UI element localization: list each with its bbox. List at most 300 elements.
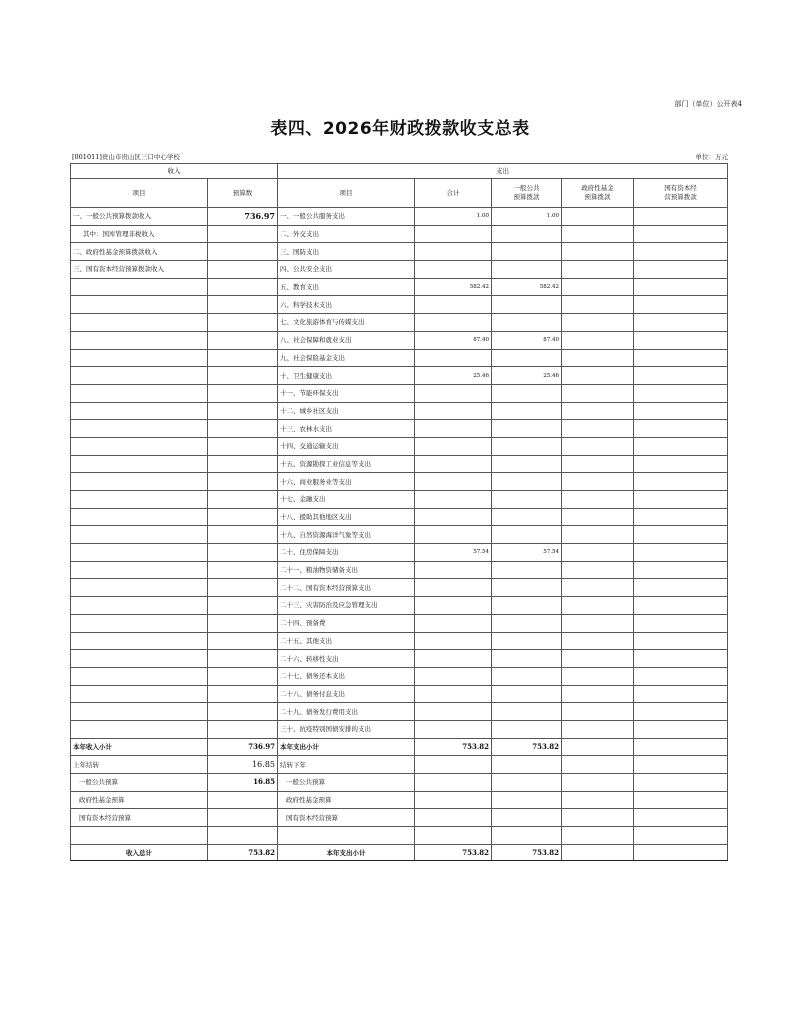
table-row	[71, 526, 728, 544]
income-amount	[208, 720, 278, 738]
expense-subtotal-state-capital	[634, 738, 728, 756]
expense-total: 25.46	[415, 367, 492, 385]
empty-cell	[634, 827, 728, 845]
empty-cell	[492, 827, 562, 845]
expense-state-capital	[634, 544, 728, 562]
income-item	[71, 508, 208, 526]
carry-item-in-amount	[208, 809, 278, 827]
expense-general	[492, 225, 562, 243]
expense-subtotal-gov-fund	[562, 738, 634, 756]
expense-state-capital	[634, 667, 728, 685]
empty-cell	[634, 756, 728, 774]
income-subtotal-label: 本年收入小计	[71, 738, 208, 756]
expense-general	[492, 667, 562, 685]
table-row	[71, 579, 728, 597]
expense-state-capital	[634, 508, 728, 526]
header-row-1	[71, 164, 728, 179]
carry-item-out-label: 一般公共预算	[278, 774, 415, 792]
doc-note: 部门（单位）公开表4	[674, 100, 742, 108]
table-row	[71, 367, 728, 385]
table-row	[71, 650, 728, 668]
grand-ex-gov-fund	[562, 845, 634, 861]
income-item	[71, 455, 208, 473]
expense-gov-fund	[562, 561, 634, 579]
expense-general: 87.40	[492, 331, 562, 349]
income-amount	[208, 314, 278, 332]
empty-cell	[492, 791, 562, 809]
expense-total	[415, 437, 492, 455]
expense-state-capital	[634, 614, 728, 632]
income-item	[71, 384, 208, 402]
expense-total	[415, 402, 492, 420]
table-row	[71, 208, 728, 226]
expense-state-capital	[634, 331, 728, 349]
grand-ex-label: 本年支出小计	[278, 845, 415, 861]
income-header: 收入	[71, 164, 278, 179]
expense-general	[492, 402, 562, 420]
expense-state-capital	[634, 420, 728, 438]
expense-item: 二十五、其他支出	[278, 632, 415, 650]
expense-total	[415, 597, 492, 615]
expense-item: 四、公共安全支出	[278, 261, 415, 279]
expense-subtotal-label: 本年支出小计	[278, 738, 415, 756]
income-item	[71, 650, 208, 668]
expense-total: 87.40	[415, 331, 492, 349]
col-general: 一般公共 预算拨款	[492, 179, 562, 208]
expense-item: 二十八、债务付息支出	[278, 685, 415, 703]
income-item	[71, 473, 208, 491]
expense-gov-fund	[562, 632, 634, 650]
expense-state-capital	[634, 243, 728, 261]
income-amount	[208, 561, 278, 579]
carry-item-out-label: 政府性基金预算	[278, 791, 415, 809]
expense-general	[492, 437, 562, 455]
income-item	[71, 544, 208, 562]
expense-total	[415, 420, 492, 438]
expense-state-capital	[634, 650, 728, 668]
expense-general	[492, 632, 562, 650]
expense-gov-fund	[562, 508, 634, 526]
expense-gov-fund	[562, 650, 634, 668]
carry-item-out-label: 国有资本经营预算	[278, 809, 415, 827]
expense-total	[415, 243, 492, 261]
expense-subtotal-general: 753.82	[492, 738, 562, 756]
expense-state-capital	[634, 314, 728, 332]
income-item	[71, 491, 208, 509]
expense-total	[415, 579, 492, 597]
expense-total	[415, 667, 492, 685]
income-item	[71, 437, 208, 455]
expense-total	[415, 261, 492, 279]
income-subtotal-amount: 736.97	[208, 738, 278, 756]
expense-state-capital	[634, 561, 728, 579]
table-row	[71, 314, 728, 332]
expense-total: 582.42	[415, 278, 492, 296]
grand-in-label: 收入总计	[71, 845, 208, 861]
expense-general: 582.42	[492, 278, 562, 296]
carry-in-label: 上年结转	[71, 756, 208, 774]
expense-general	[492, 491, 562, 509]
expense-general: 1.00	[492, 208, 562, 226]
expense-gov-fund	[562, 491, 634, 509]
expense-total	[415, 650, 492, 668]
carry-item-row	[71, 791, 728, 809]
income-item	[71, 367, 208, 385]
expense-item: 九、社会保险基金支出	[278, 349, 415, 367]
income-amount	[208, 278, 278, 296]
col-expense-item: 项目	[278, 179, 415, 208]
expense-state-capital	[634, 685, 728, 703]
col-total: 合计	[415, 179, 492, 208]
empty-cell	[415, 827, 492, 845]
expense-item: 十三、农林水支出	[278, 420, 415, 438]
income-item	[71, 720, 208, 738]
expense-state-capital	[634, 296, 728, 314]
expense-total	[415, 508, 492, 526]
expense-gov-fund	[562, 278, 634, 296]
expense-item: 十六、商业服务业等支出	[278, 473, 415, 491]
expense-total	[415, 491, 492, 509]
table-row	[71, 243, 728, 261]
expense-item: 二十三、灾害防治及应急管理支出	[278, 597, 415, 615]
carry-in-amount: 16.85	[208, 756, 278, 774]
income-item: 其中：国库管理非税收入	[71, 225, 208, 243]
expense-state-capital	[634, 632, 728, 650]
income-amount	[208, 703, 278, 721]
carry-row	[71, 756, 728, 774]
income-amount	[208, 331, 278, 349]
expense-gov-fund	[562, 437, 634, 455]
income-item	[71, 667, 208, 685]
income-amount	[208, 650, 278, 668]
expense-total	[415, 703, 492, 721]
unit-label: 单位：万元	[695, 153, 728, 161]
carry-item-in-amount	[208, 791, 278, 809]
expense-state-capital	[634, 278, 728, 296]
expense-general	[492, 473, 562, 491]
expense-gov-fund	[562, 314, 634, 332]
expense-state-capital	[634, 349, 728, 367]
income-amount	[208, 526, 278, 544]
col-gov-fund: 政府性基金 预算拨款	[562, 179, 634, 208]
table-row	[71, 703, 728, 721]
table-row	[71, 420, 728, 438]
expense-item: 二十九、债务发行费用支出	[278, 703, 415, 721]
expense-gov-fund	[562, 667, 634, 685]
table-row	[71, 261, 728, 279]
expense-general	[492, 614, 562, 632]
table-row	[71, 225, 728, 243]
empty-cell	[415, 756, 492, 774]
empty-cell	[562, 827, 634, 845]
expense-state-capital	[634, 579, 728, 597]
income-item	[71, 597, 208, 615]
expense-gov-fund	[562, 243, 634, 261]
carry-item-in-label: 政府性基金预算	[71, 791, 208, 809]
income-item: 二、政府性基金预算拨款收入	[71, 243, 208, 261]
page-title: 表四、2026年财政拨款收支总表	[270, 119, 530, 139]
expense-total	[415, 561, 492, 579]
grand-ex-state-capital	[634, 845, 728, 861]
empty-cell	[562, 774, 634, 792]
col-income-item: 项目	[71, 179, 208, 208]
expense-gov-fund	[562, 261, 634, 279]
expense-item: 三、国防支出	[278, 243, 415, 261]
income-amount	[208, 455, 278, 473]
expense-item: 二十四、预备费	[278, 614, 415, 632]
expense-state-capital	[634, 703, 728, 721]
income-amount	[208, 473, 278, 491]
income-amount	[208, 632, 278, 650]
grand-ex-total: 753.82	[415, 845, 492, 861]
expense-item: 十九、自然资源海洋气象等支出	[278, 526, 415, 544]
expense-total	[415, 225, 492, 243]
expense-item: 十、卫生健康支出	[278, 367, 415, 385]
table-row	[71, 331, 728, 349]
table-row	[71, 296, 728, 314]
expense-item: 一、一般公共服务支出	[278, 208, 415, 226]
empty-cell	[278, 827, 415, 845]
empty-cell	[492, 774, 562, 792]
carry-item-in-amount: 16.85	[208, 774, 278, 792]
table-row	[71, 473, 728, 491]
expense-state-capital	[634, 455, 728, 473]
expense-total	[415, 614, 492, 632]
expense-gov-fund	[562, 367, 634, 385]
empty-cell	[208, 827, 278, 845]
income-amount	[208, 420, 278, 438]
carry-item-row	[71, 774, 728, 792]
income-item	[71, 579, 208, 597]
expense-general	[492, 508, 562, 526]
table-row	[71, 437, 728, 455]
expense-total	[415, 632, 492, 650]
expense-total	[415, 685, 492, 703]
table-row	[71, 614, 728, 632]
subtotal-row	[71, 738, 728, 756]
income-amount	[208, 491, 278, 509]
expense-gov-fund	[562, 720, 634, 738]
income-item	[71, 314, 208, 332]
expense-general	[492, 455, 562, 473]
income-amount	[208, 579, 278, 597]
expense-state-capital	[634, 367, 728, 385]
expense-gov-fund	[562, 544, 634, 562]
expense-general	[492, 384, 562, 402]
expense-item: 八、社会保障和就业支出	[278, 331, 415, 349]
expense-total: 1.00	[415, 208, 492, 226]
expense-general	[492, 420, 562, 438]
expense-total	[415, 473, 492, 491]
grand-in-amount: 753.82	[208, 845, 278, 861]
expense-general	[492, 243, 562, 261]
table-row	[71, 720, 728, 738]
income-item	[71, 561, 208, 579]
table-row	[71, 384, 728, 402]
expense-state-capital	[634, 720, 728, 738]
income-item: 一、一般公共预算拨款收入	[71, 208, 208, 226]
expense-gov-fund	[562, 420, 634, 438]
expense-general	[492, 314, 562, 332]
expense-item: 十五、资源勘探工业信息等支出	[278, 455, 415, 473]
expense-gov-fund	[562, 473, 634, 491]
income-item	[71, 703, 208, 721]
income-item	[71, 526, 208, 544]
expense-gov-fund	[562, 597, 634, 615]
income-amount	[208, 437, 278, 455]
expense-gov-fund	[562, 579, 634, 597]
carry-out-label: 结转下年	[278, 756, 415, 774]
table-row	[71, 491, 728, 509]
income-amount	[208, 261, 278, 279]
expense-gov-fund	[562, 455, 634, 473]
expense-total	[415, 314, 492, 332]
expense-general	[492, 261, 562, 279]
expense-total	[415, 720, 492, 738]
expense-item: 二十一、粮油物资储备支出	[278, 561, 415, 579]
expense-total	[415, 455, 492, 473]
expense-item: 二、外交支出	[278, 225, 415, 243]
expense-general	[492, 296, 562, 314]
table-row	[71, 561, 728, 579]
income-item	[71, 296, 208, 314]
table-row	[71, 667, 728, 685]
expense-state-capital	[634, 402, 728, 420]
table-row	[71, 455, 728, 473]
expense-general	[492, 561, 562, 579]
empty-cell	[71, 827, 208, 845]
grand-ex-general: 753.82	[492, 845, 562, 861]
income-amount	[208, 544, 278, 562]
expense-gov-fund	[562, 296, 634, 314]
table-row	[71, 544, 728, 562]
empty-cell	[562, 756, 634, 774]
income-item	[71, 420, 208, 438]
expense-total	[415, 349, 492, 367]
expense-total	[415, 384, 492, 402]
expense-state-capital	[634, 473, 728, 491]
expense-state-capital	[634, 597, 728, 615]
income-item	[71, 632, 208, 650]
expense-gov-fund	[562, 526, 634, 544]
expense-item: 五、教育支出	[278, 278, 415, 296]
carry-item-in-label: 一般公共预算	[71, 774, 208, 792]
expense-state-capital	[634, 437, 728, 455]
expense-general	[492, 720, 562, 738]
expense-general	[492, 703, 562, 721]
expense-general	[492, 597, 562, 615]
income-item	[71, 685, 208, 703]
table-row	[71, 402, 728, 420]
income-amount	[208, 614, 278, 632]
expense-state-capital	[634, 261, 728, 279]
expense-item: 六、科学技术支出	[278, 296, 415, 314]
expense-gov-fund	[562, 703, 634, 721]
empty-cell	[492, 809, 562, 827]
table-row	[71, 278, 728, 296]
expense-gov-fund	[562, 225, 634, 243]
income-item	[71, 278, 208, 296]
expense-gov-fund	[562, 384, 634, 402]
expense-item: 十一、节能环保支出	[278, 384, 415, 402]
empty-cell	[415, 774, 492, 792]
expense-item: 十二、城乡社区支出	[278, 402, 415, 420]
header-row-2	[71, 179, 728, 208]
income-item	[71, 402, 208, 420]
expense-gov-fund	[562, 331, 634, 349]
expense-item: 十七、金融支出	[278, 491, 415, 509]
expense-gov-fund	[562, 208, 634, 226]
empty-cell	[415, 809, 492, 827]
income-amount	[208, 597, 278, 615]
empty-cell	[562, 791, 634, 809]
table-row	[71, 685, 728, 703]
expense-general: 25.46	[492, 367, 562, 385]
expense-state-capital	[634, 225, 728, 243]
expense-header: 支出	[278, 164, 728, 179]
empty-cell	[415, 791, 492, 809]
income-amount	[208, 508, 278, 526]
income-amount	[208, 402, 278, 420]
table-row	[71, 508, 728, 526]
expense-general	[492, 349, 562, 367]
income-amount	[208, 296, 278, 314]
empty-cell	[492, 756, 562, 774]
empty-cell	[634, 791, 728, 809]
expense-item: 十八、援助其他地区支出	[278, 508, 415, 526]
expense-item: 三十、抗疫特别国债安排的支出	[278, 720, 415, 738]
carry-item-in-label: 国有资本经营预算	[71, 809, 208, 827]
empty-cell	[562, 809, 634, 827]
expense-gov-fund	[562, 685, 634, 703]
income-item	[71, 614, 208, 632]
income-item	[71, 349, 208, 367]
income-amount	[208, 667, 278, 685]
col-state-capital: 国有资本经 营预算拨款	[634, 179, 728, 208]
blank-row	[71, 827, 728, 845]
income-item: 三、国有资本经营预算拨款收入	[71, 261, 208, 279]
table-row	[71, 632, 728, 650]
income-item	[71, 331, 208, 349]
income-amount	[208, 685, 278, 703]
income-amount	[208, 367, 278, 385]
empty-cell	[634, 774, 728, 792]
expense-gov-fund	[562, 614, 634, 632]
expense-state-capital	[634, 208, 728, 226]
income-amount	[208, 349, 278, 367]
expense-general: 57.54	[492, 544, 562, 562]
expense-total	[415, 526, 492, 544]
expense-total	[415, 296, 492, 314]
income-amount: 736.97	[208, 208, 278, 226]
expense-general	[492, 579, 562, 597]
expense-item: 二十七、债务还本支出	[278, 667, 415, 685]
org-name: [001011]贵山市贵山区三口中心学校	[72, 153, 180, 161]
col-budget: 预算数	[208, 179, 278, 208]
table-row	[71, 597, 728, 615]
expense-item: 二十、住房保障支出	[278, 544, 415, 562]
income-amount	[208, 225, 278, 243]
expense-total: 57.54	[415, 544, 492, 562]
expense-item: 七、文化旅游体育与传媒支出	[278, 314, 415, 332]
income-amount	[208, 384, 278, 402]
expense-item: 二十六、转移性支出	[278, 650, 415, 668]
empty-cell	[634, 809, 728, 827]
expense-item: 十四、交通运输支出	[278, 437, 415, 455]
expense-subtotal-total: 753.82	[415, 738, 492, 756]
grand-total-row	[71, 845, 728, 861]
expense-general	[492, 685, 562, 703]
